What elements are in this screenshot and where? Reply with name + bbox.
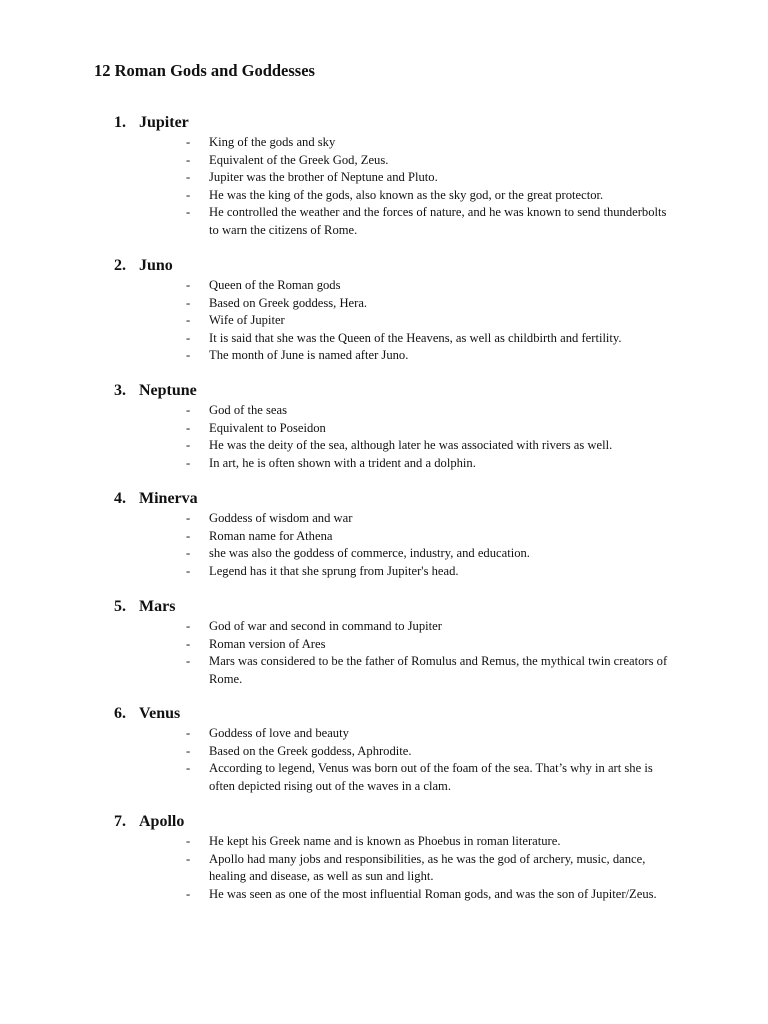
- bullet-list: [0, 402, 679, 472]
- dash-bullet: -: [186, 455, 191, 470]
- list-item: - In art, he is often shown with a trident and a dolphin.: [0, 455, 679, 473]
- bullet-list: [0, 833, 679, 903]
- dash-bullet: -: [186, 834, 191, 848]
- dash-bullet: -: [186, 348, 191, 362]
- list-item: - He kept his Greek name and is known as Phoebus in roman literature.: [0, 833, 679, 851]
- list-item: - Goddess of wisdom and war: [0, 510, 679, 528]
- list-item: - God of war and second in command to Jupiter: [0, 618, 679, 636]
- dash-bullet: -: [186, 295, 191, 310]
- list-item: - Equivalent of the Greek God, Zeus.: [0, 152, 679, 170]
- dash-bullet: -: [186, 761, 191, 775]
- section-number: 5.: [114, 598, 126, 615]
- bullet-list: [0, 510, 679, 580]
- section-name: Juno: [139, 257, 173, 274]
- dash-bullet: -: [186, 152, 191, 167]
- list-item: - The month of June is named after Juno.: [0, 347, 679, 365]
- list-item: - Apollo had many jobs and responsibilities, as he was the god of archery, music, dance, healing and disease, as well as sun and light.: [186, 851, 646, 883]
- dash-bullet: -: [186, 330, 191, 345]
- section-name: Apollo: [139, 813, 185, 830]
- section-number: 4.: [114, 490, 126, 507]
- bullet-list: [0, 134, 679, 239]
- section-number: 6.: [114, 705, 126, 722]
- list-item: - she was also the goddess of commerce, industry, and education.: [0, 545, 679, 563]
- section-heading: [114, 382, 197, 400]
- section-heading: [114, 705, 180, 723]
- list-item: - It is said that she was the Queen of the Heavens, as well as childbirth and fertility.: [0, 330, 679, 348]
- list-item: - Based on the Greek goddess, Aphrodite.: [0, 743, 679, 761]
- section-name: Venus: [139, 705, 181, 722]
- list-item: - He was the deity of the sea, although later he was associated with rivers as well.: [0, 437, 679, 455]
- dash-bullet: -: [186, 438, 191, 452]
- section-heading: [114, 598, 175, 616]
- list-item: - Goddess of love and beauty: [0, 725, 679, 743]
- dash-bullet: -: [186, 886, 191, 901]
- dash-bullet: -: [186, 170, 191, 184]
- dash-bullet: -: [186, 743, 191, 758]
- list-item: - Jupiter was the brother of Neptune and Pluto.: [0, 169, 679, 187]
- list-item: - Roman name for Athena: [0, 528, 679, 546]
- section-heading: [114, 114, 189, 132]
- document-title: 12 Roman Gods and Goddesses: [94, 61, 315, 80]
- dash-bullet: -: [186, 278, 191, 292]
- list-item: - He was seen as one of the most influential Roman gods, and was the son of Jupiter/Zeus.: [0, 886, 679, 904]
- list-item: - Queen of the Roman gods: [0, 277, 679, 295]
- list-item: - King of the gods and sky: [0, 134, 679, 152]
- section-number: 1.: [114, 114, 126, 131]
- dash-bullet: -: [186, 726, 191, 740]
- list-item: - Based on Greek goddess, Hera.: [0, 295, 679, 313]
- section-number: 7.: [114, 813, 126, 830]
- section-name: Jupiter: [139, 114, 189, 131]
- dash-bullet: -: [186, 135, 191, 149]
- list-item: - Equivalent to Poseidon: [0, 420, 679, 438]
- list-item: - God of the seas: [0, 402, 679, 420]
- dash-bullet: -: [186, 636, 191, 651]
- dash-bullet: -: [186, 313, 191, 327]
- section-name: Neptune: [139, 382, 197, 399]
- bullet-list: [0, 725, 679, 795]
- section-heading: [114, 813, 184, 831]
- list-item: - Mars was considered to be the father of Romulus and Remus, the mythical twin creators of Rome.: [186, 654, 668, 686]
- list-item: - According to legend, Venus was born out of the foam of the sea. That’s why in art she is often depicted rising out of the waves in a clam.: [186, 761, 653, 793]
- dash-bullet: -: [186, 563, 191, 578]
- dash-bullet: -: [186, 205, 191, 219]
- dash-bullet: -: [186, 511, 191, 525]
- list-item: - Roman version of Ares: [0, 636, 679, 654]
- list-item: - He was the king of the gods, also known as the sky god, or the great protector.: [0, 187, 679, 205]
- list-item: - Legend has it that she sprung from Jupiter's head.: [0, 563, 679, 581]
- section-name: Mars: [139, 598, 176, 615]
- section-heading: [114, 490, 198, 508]
- bullet-list: [0, 618, 679, 688]
- list-item: - He controlled the weather and the forces of nature, and he was known to send thunderbolts to warn the citizens of Rome.: [186, 205, 667, 237]
- dash-bullet: -: [186, 546, 191, 560]
- list-item: - Wife of Jupiter: [0, 312, 679, 330]
- section-number: 2.: [114, 257, 126, 274]
- dash-bullet: -: [186, 851, 191, 866]
- dash-bullet: -: [186, 403, 191, 417]
- dash-bullet: -: [186, 420, 191, 435]
- dash-bullet: -: [186, 528, 191, 543]
- dash-bullet: -: [186, 654, 191, 668]
- bullet-list: [0, 277, 679, 365]
- section-heading: [114, 257, 173, 275]
- section-number: 3.: [114, 382, 126, 399]
- section-name: Minerva: [139, 490, 198, 507]
- dash-bullet: -: [186, 187, 191, 202]
- dash-bullet: -: [186, 619, 191, 633]
